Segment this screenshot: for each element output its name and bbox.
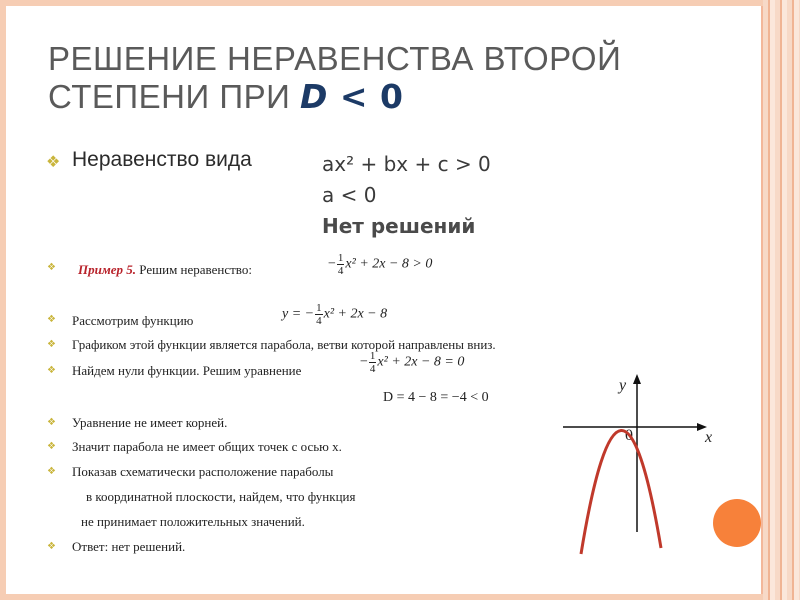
no-points-line: Значит парабола не имеет общих точек с осью x. xyxy=(72,439,342,454)
y-axis-label: y xyxy=(619,377,627,394)
origin-label: 0 xyxy=(625,427,633,444)
eq-rest: x² + 2x − 8 = 0 xyxy=(377,354,465,370)
x-axis-label: x xyxy=(705,429,713,446)
bullet-diamond-icon: ❖ xyxy=(47,441,56,452)
consider-line: Рассмотрим функцию xyxy=(72,313,194,328)
frac-den: 4 xyxy=(369,363,376,375)
example-formula xyxy=(328,252,432,277)
slide-title xyxy=(48,40,668,116)
shown-line-1: Показав схематически расположение параболы xyxy=(72,464,334,479)
formula-rest: x² + 2x − 8 > 0 xyxy=(345,256,433,272)
example-text: Решим неравенство: xyxy=(139,262,252,277)
bullet-diamond-icon: ❖ xyxy=(47,365,56,376)
bullet-diamond-icon: ❖ xyxy=(46,152,61,171)
frac-den: 4 xyxy=(337,265,344,277)
parabola-curve xyxy=(581,430,661,554)
fraction xyxy=(369,350,377,375)
frac-num: 1 xyxy=(316,302,322,314)
decorative-stripes xyxy=(763,0,800,600)
main-bullet-text: Неравенство вида xyxy=(72,148,252,171)
title-math-var: D xyxy=(299,77,328,116)
function-formula xyxy=(282,302,387,327)
formula-minus: − xyxy=(360,354,368,370)
bullet-diamond-icon: ❖ xyxy=(47,541,56,552)
formula-minus: − xyxy=(328,256,336,272)
fraction xyxy=(337,252,345,277)
coefficient-condition: a < 0 xyxy=(322,183,377,207)
title-line-1: РЕШЕНИЕ НЕРАВЕНСТВА ВТОРОЙ xyxy=(48,40,622,77)
answer-line: Ответ: нет решений. xyxy=(72,539,186,554)
frac-num: 1 xyxy=(337,252,344,264)
bullet-diamond-icon: ❖ xyxy=(47,262,56,273)
no-roots-line: Уравнение не имеет корней. xyxy=(72,415,228,430)
equation-formula xyxy=(360,350,464,375)
shown-line-3: не принимает положительных значений. xyxy=(81,514,305,529)
no-solutions-label: Нет решений xyxy=(322,214,476,238)
frac-num: 1 xyxy=(369,350,376,362)
graph-description: Графиком этой функции является парабола, ветви которой направлены вниз. xyxy=(72,337,496,352)
title-math-rest: < 0 xyxy=(327,77,404,116)
fraction xyxy=(315,302,323,327)
inequality-general: ax² + bx + c > 0 xyxy=(322,152,491,176)
title-line-2-text: СТЕПЕНИ ПРИ xyxy=(48,78,291,115)
example-label: Пример 5. xyxy=(78,262,137,277)
example-line xyxy=(78,262,252,278)
zeros-line: Найдем нули функции. Решим уравнение xyxy=(72,363,302,378)
title-line-2 xyxy=(48,78,668,116)
decorative-circle xyxy=(713,499,761,547)
discriminant-formula: D = 4 − 8 = −4 < 0 xyxy=(383,390,489,405)
bullet-diamond-icon: ❖ xyxy=(47,466,56,477)
bullet-diamond-icon: ❖ xyxy=(47,314,56,325)
bullet-diamond-icon: ❖ xyxy=(47,339,56,350)
title-math xyxy=(300,77,404,116)
parabola-graph xyxy=(555,372,735,562)
shown-line-2: в координатной плоскости, найдем, что функция xyxy=(86,489,356,504)
bullet-diamond-icon: ❖ xyxy=(47,417,56,428)
y-axis-arrow-icon xyxy=(633,374,641,384)
func-prefix: y = − xyxy=(282,306,315,322)
frac-den: 4 xyxy=(316,315,322,327)
func-rest: x² + 2x − 8 xyxy=(323,306,388,322)
